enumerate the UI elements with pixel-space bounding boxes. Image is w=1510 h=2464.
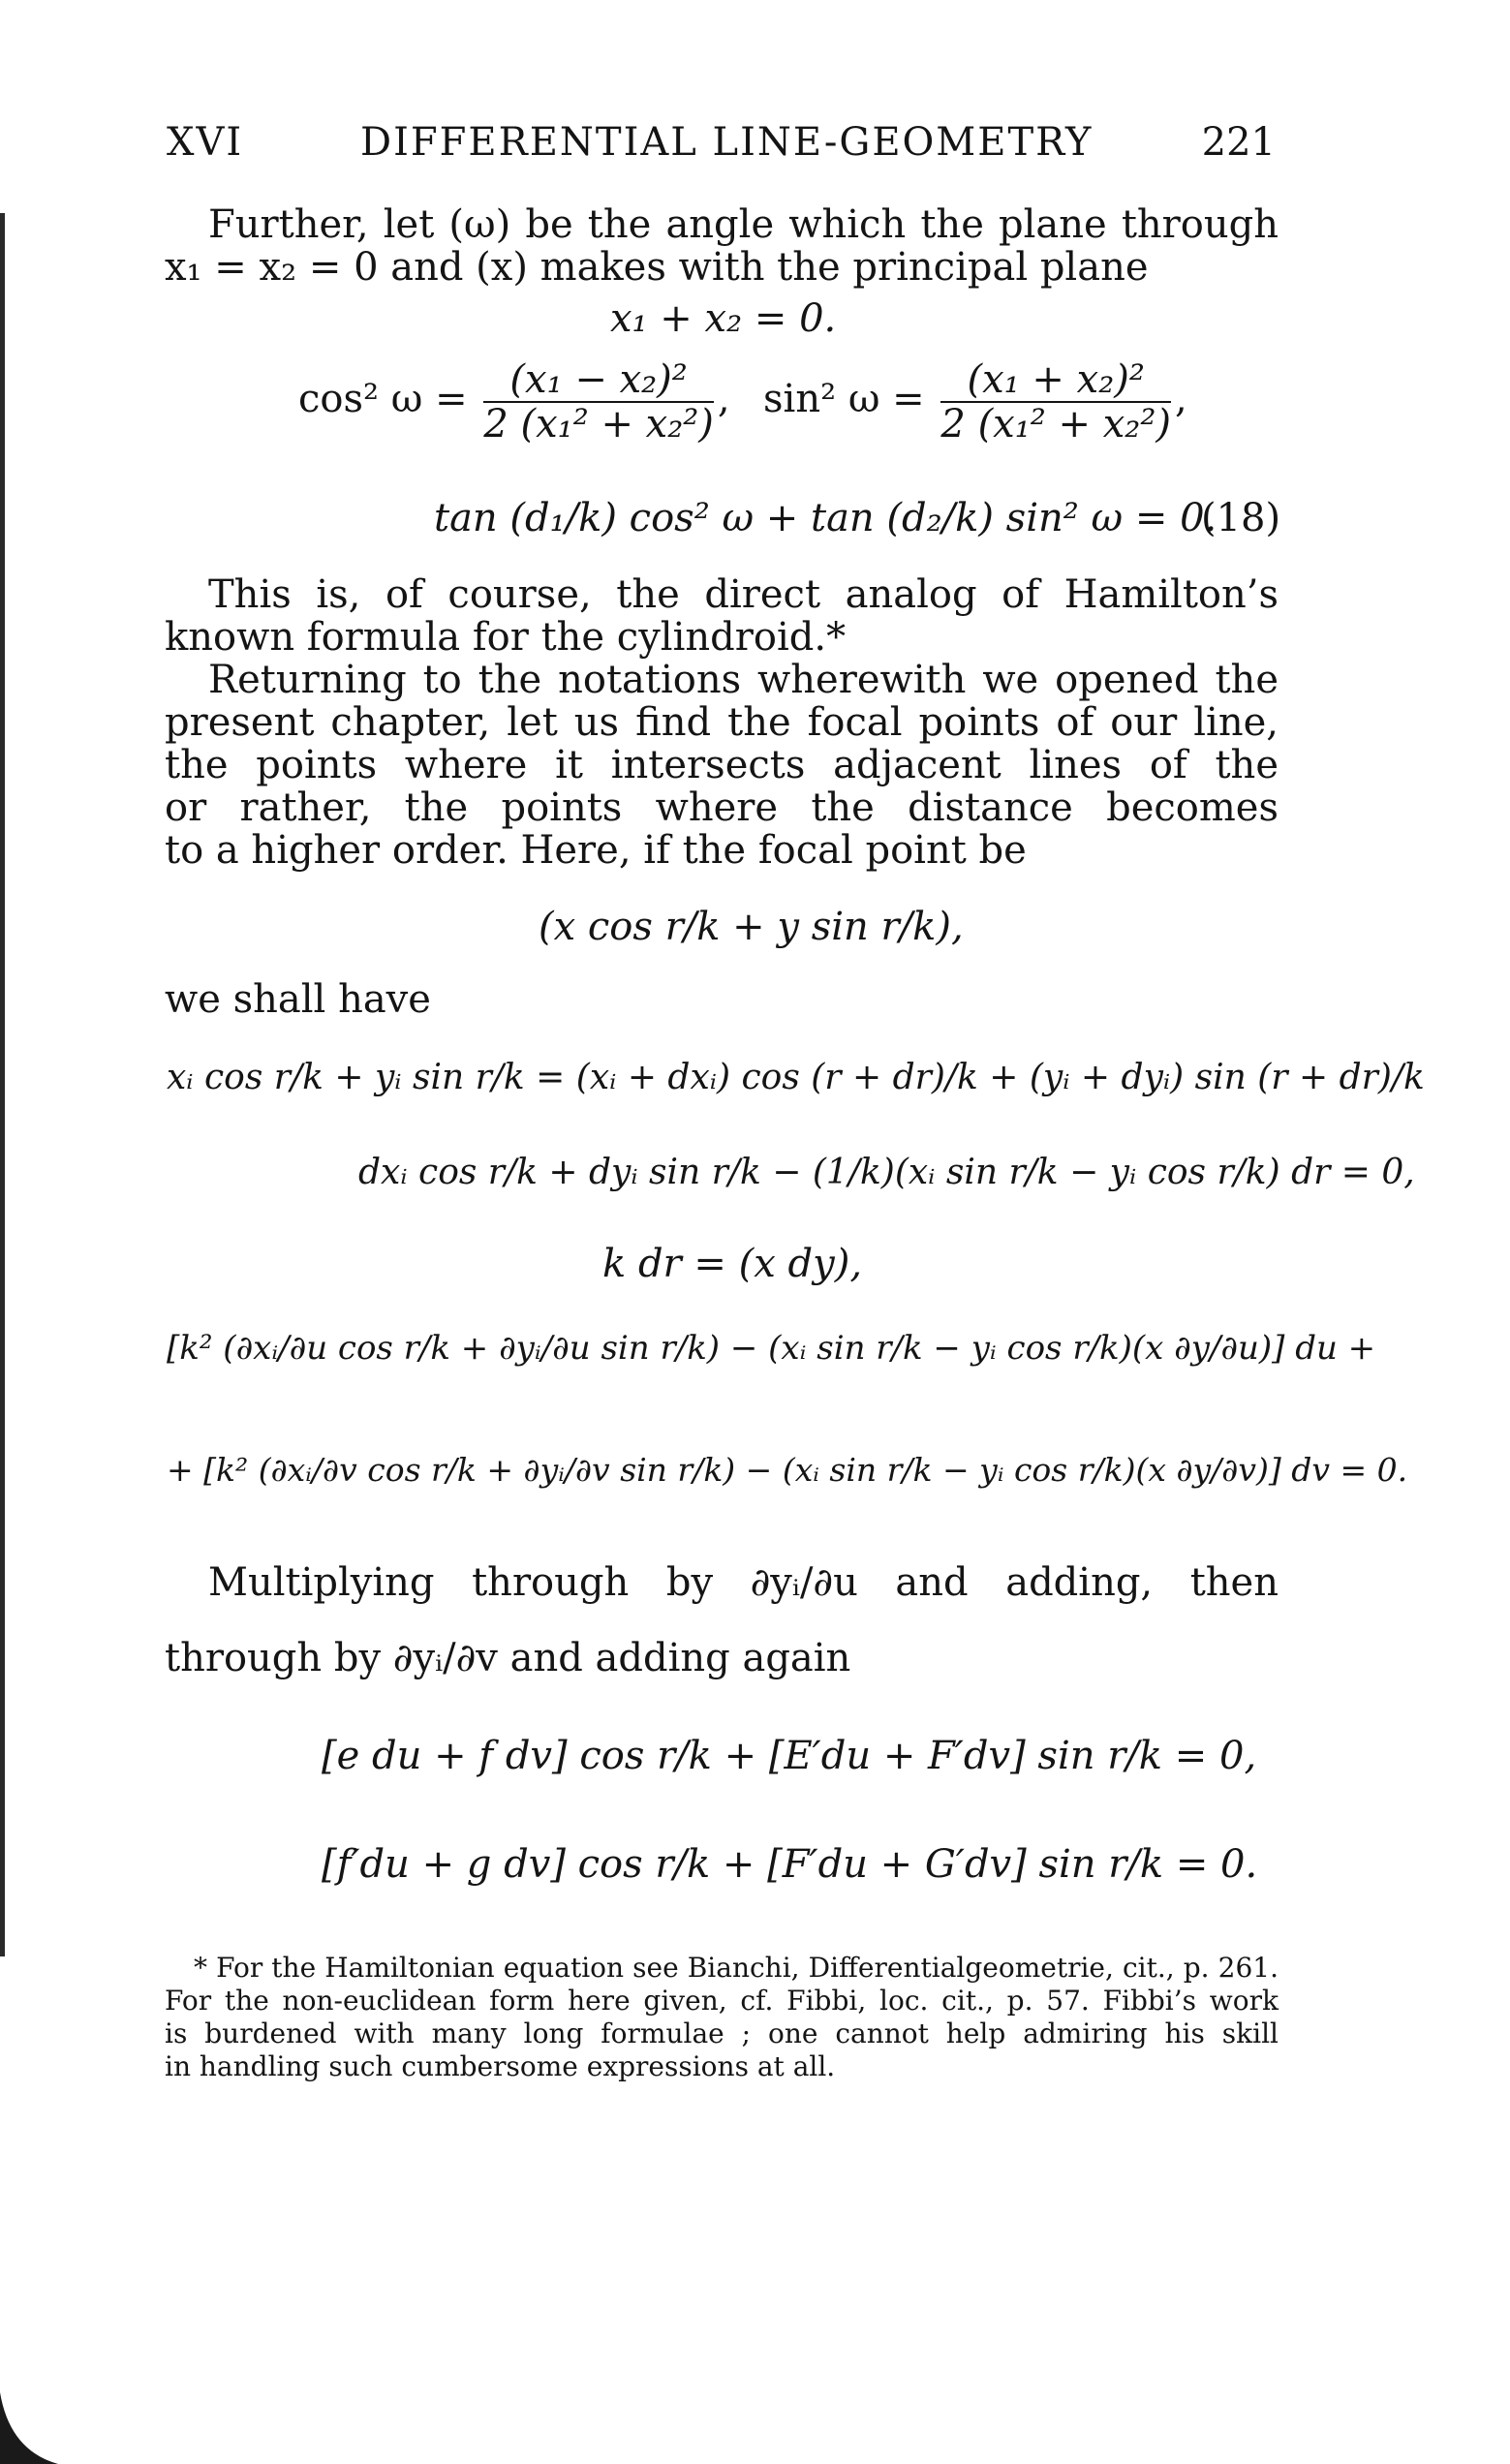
equation-du-bracket: [k² (∂xᵢ/∂u cos r/k + ∂yᵢ/∂u sin r/k) − (xᵢ sin r/k − yᵢ cos r/k)(x ∂y/∂u)] du + [167, 1329, 1376, 1368]
text-line: present chapter, let us find the focal points of our line, [165, 701, 1279, 744]
running-header [167, 120, 1276, 178]
equation-sin-omega: sin² ω = $\frac{\text{(x₁ + x₂)²}}{\text{2 (x₁² + x₂²)}}$ , [763, 357, 1187, 447]
cos-omega-fraction [483, 358, 714, 446]
sin-omega-fraction [940, 358, 1171, 446]
paragraph-focal-points [165, 659, 1279, 872]
text-line: or rather, the points where the distance becomes [165, 786, 1279, 829]
equation-principal-plane: x₁ + x₂ = 0. [610, 296, 837, 341]
equation-kdr: k dr = (x dy), [602, 1242, 863, 1286]
sin-omega-denominator: 2 (x₁² + x₂²) [940, 402, 1171, 447]
text-line: the points where it intersects adjacent lines of the [165, 744, 1279, 786]
cos-omega-denominator: 2 (x₁² + x₂²) [483, 402, 714, 447]
page-number: 221 [1201, 120, 1276, 165]
equation-cos-omega: cos² ω = $\frac{\text{(x₁ − x₂)²}}{\text{2 (x₁² + x₂²)}}$ , [298, 357, 730, 447]
text-line: known formula for the cylindroid.* [165, 615, 847, 660]
text-line: x₁ = x₂ = 0 and (x) makes with the principal plane [165, 245, 1149, 290]
text-line: to a higher order. Here, if the focal point be [165, 828, 1027, 873]
text-line: Further, let (ω) be the angle which the plane through [208, 203, 1279, 246]
equation-focal-system-2: [f′du + g dv] cos r/k + [F′du + G′dv] sin r/k = 0. [322, 1842, 1258, 1887]
footnote [165, 1952, 1279, 2083]
equation-dv-bracket: + [k² (∂xᵢ/∂v cos r/k + ∂yᵢ/∂v sin r/k) − (xᵢ sin r/k − yᵢ cos r/k)(x ∂y/∂v)] dv = 0. [167, 1451, 1408, 1489]
paragraph-angle-definition [165, 203, 1279, 289]
equation-focal-condition: xᵢ cos r/k + yᵢ sin r/k = (xᵢ + dxᵢ) cos (r + dr)/k + (yᵢ + dyᵢ) sin (r + dr)/k [167, 1058, 1425, 1097]
paragraph-hamilton-analog [165, 573, 1279, 659]
footnote-line: is burdened with many long formulae ; one cannot help admiring his skill [165, 2017, 1279, 2049]
equation-focal-system-1: [e du + f dv] cos r/k + [E′du + F′dv] sin r/k = 0, [322, 1734, 1257, 1778]
equation-18: tan (d₁/k) cos² ω + tan (d₂/k) sin² ω = 0. [434, 496, 1217, 540]
equation-differential-expansion: dxᵢ cos r/k + dyᵢ sin r/k − (1/k)(xᵢ sin r/k − yᵢ cos r/k) dr = 0, [358, 1153, 1415, 1192]
text-line: This is, of course, the direct analog of Hamilton’s [208, 573, 1279, 616]
text-we-shall-have [165, 978, 1279, 1021]
cos-omega-numerator: (x₁ − x₂)² [483, 358, 714, 403]
sin-omega-lhs: sin² ω = [763, 377, 925, 421]
text-line: through by ∂yᵢ/∂v and adding again [165, 1636, 851, 1680]
sin-omega-numerator: (x₁ + x₂)² [940, 358, 1171, 403]
chapter-number: XVI [167, 120, 244, 165]
cos-omega-lhs: cos² ω = [298, 377, 468, 421]
equation-focal-point: (x cos r/k + y sin r/k), [539, 905, 964, 949]
footnote-line: * For the Hamiltonian equation see Bianchi, Differentialgeometrie, cit., p. 261. [194, 1952, 1279, 1984]
footnote-line: in handling such cumbersome expressions at all. [165, 2050, 836, 2082]
equation-number-18: (18) [1201, 496, 1281, 540]
text-line: we shall have [165, 977, 431, 1022]
running-title: DIFFERENTIAL LINE-GEOMETRY [360, 120, 1094, 165]
paragraph-multiplying [165, 1561, 1279, 1679]
page-curl-shadow [0, 2392, 58, 2464]
page-edge-shadow [0, 213, 5, 1956]
text-line: Returning to the notations wherewith we opened the [208, 659, 1279, 701]
text-line: Multiplying through by ∂yᵢ/∂u and adding, then [208, 1561, 1279, 1604]
footnote-line: For the non-euclidean form here given, cf. Fibbi, loc. cit., p. 57. Fibbi’s work [165, 1985, 1279, 2017]
